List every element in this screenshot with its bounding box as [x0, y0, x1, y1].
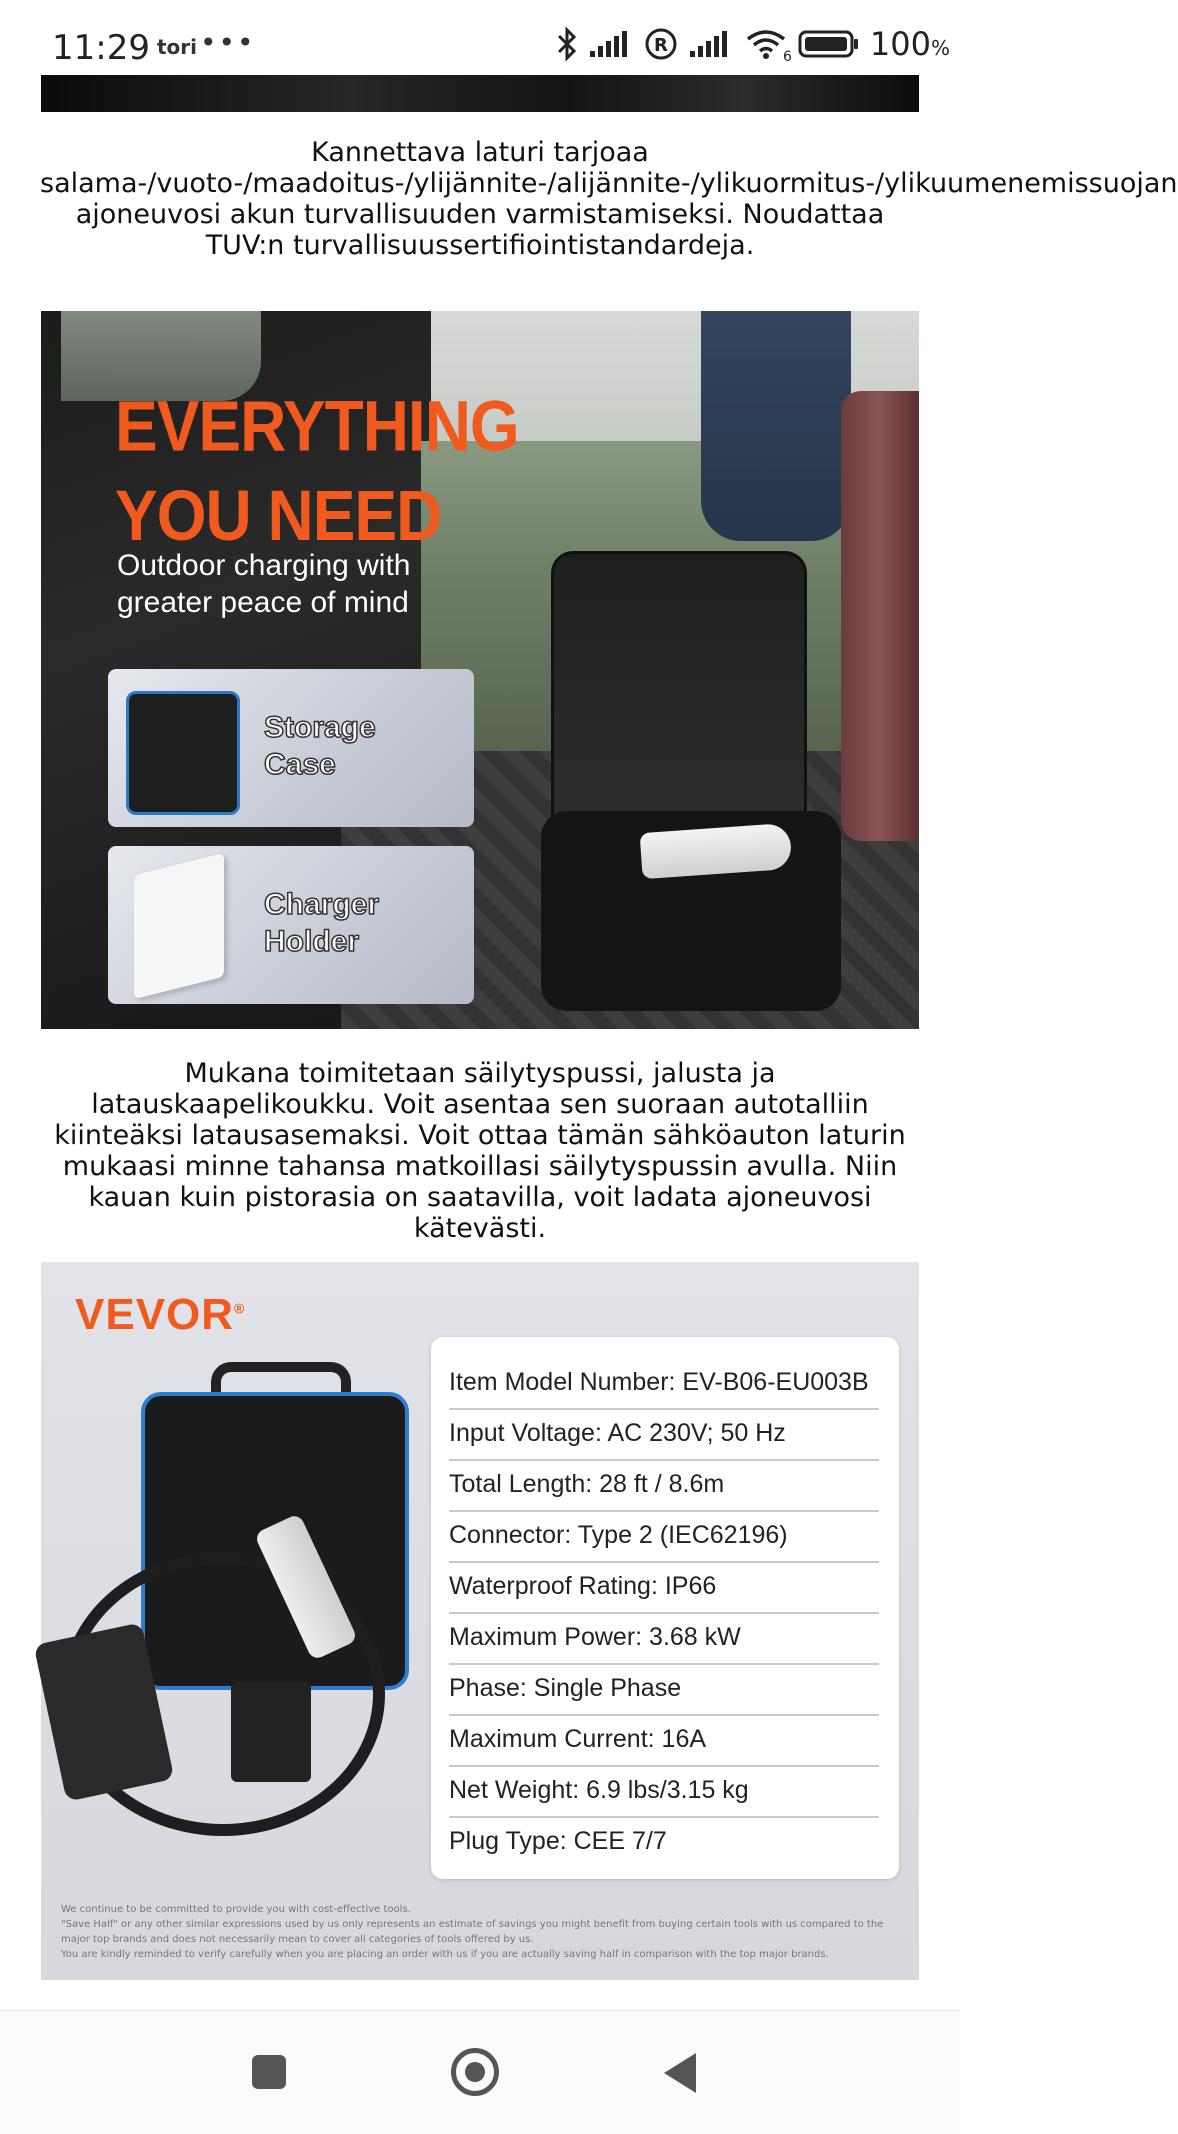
spec-row: Plug Type: CEE 7/7 [449, 1827, 667, 1855]
spec-row: Phase: Single Phase [449, 1663, 879, 1716]
recents-square-icon[interactable] [252, 2055, 286, 2089]
disclaimer-text: We continue to be committed to provide you with cost-effective tools. "Save Half" or any other similar expressions used by us only represents an estimate of savings you might benefit from buying certain tools with us compared to the major top brands and does not necessarily mean to cover all categories of tools offered by us. You are kindly reminded to verify carefully when you are placing an order with us if you are actually saving half in comparison with the top major brands. [61, 1904, 884, 1960]
status-more-dots: ••• [200, 26, 256, 59]
status-app-label: tori [157, 35, 198, 59]
battery-percent: 100% [869, 25, 950, 63]
hero-title: EVERYTHING YOU NEED [115, 385, 519, 556]
spec-row: Total Length: 28 ft / 8.6m [449, 1459, 879, 1512]
charger-holder-card [108, 846, 474, 1004]
charger-holder-thumbnail [134, 853, 224, 999]
svg-text:R: R [653, 35, 668, 56]
status-icons [556, 24, 950, 64]
hero-subtitle: Outdoor charging with greater peace of mind [117, 549, 411, 619]
roaming-icon [644, 27, 678, 61]
wifi-badge: 6 [782, 49, 792, 65]
storage-bag-illustration [551, 551, 807, 837]
bluetooth-icon [556, 27, 578, 61]
home-circle-icon[interactable] [451, 2048, 499, 2096]
product-image-specifications[interactable] [41, 1262, 919, 1980]
vevor-logo: VEVOR® [75, 1290, 246, 1339]
person-silhouette [701, 311, 851, 541]
product-image-everything-you-need[interactable] [41, 311, 919, 1029]
storage-case-label: Storage Case [264, 711, 376, 781]
storage-case-thumbnail [126, 691, 240, 815]
spec-row: Connector: Type 2 (IEC62196) [449, 1510, 879, 1563]
spec-row: Waterproof Rating: IP66 [449, 1561, 879, 1614]
status-time: 11:29 [52, 28, 150, 68]
signal-icon [588, 29, 634, 59]
wifi-icon [744, 27, 792, 65]
signal-icon [688, 29, 734, 59]
system-nav-bar [0, 2010, 960, 2134]
back-triangle-icon[interactable] [664, 2053, 696, 2093]
previous-product-image [41, 75, 919, 112]
listing-description-2: Mukana toimitetaan säilytyspussi, jalusta ja latauskaapelikoukku. Voit asentaa sen suoraan autotalliin kiinteäksi latausasemaksi. Voit ottaa tämän sähköauton laturin mukaasi minne tahansa matkoillasi säilytyspussin avulla. Niin kauan kuin pistorasia on saatavilla, voit ladata ajoneuvosi kätevästi. [54, 1058, 906, 1244]
battery-icon [798, 29, 860, 59]
holder-illustration [231, 1682, 311, 1782]
spec-row: Maximum Power: 3.68 kW [449, 1612, 879, 1665]
spec-row: Input Voltage: AC 230V; 50 Hz [449, 1408, 879, 1461]
spec-panel [431, 1337, 899, 1879]
suitcase-illustration [841, 391, 919, 841]
status-bar [0, 0, 960, 75]
storage-case-card [108, 669, 474, 827]
spec-row: Net Weight: 6.9 lbs/3.15 kg [449, 1765, 879, 1818]
charger-holder-label: Charger Holder [264, 888, 380, 958]
spec-row: Item Model Number: EV-B06-EU003B [449, 1357, 879, 1410]
spec-row: Maximum Current: 16A [449, 1714, 879, 1767]
listing-description-1: Kannettava laturi tarjoaa salama-/vuoto-/maadoitus-/ylijännite-/alijännite-/ylikuormitus-/ylikuumenemissuojan ajoneuvosi akun turvallisuuden varmistamiseksi. Noudattaa TUV:n turvallisuussertifiointistandardeja. [40, 137, 1178, 261]
